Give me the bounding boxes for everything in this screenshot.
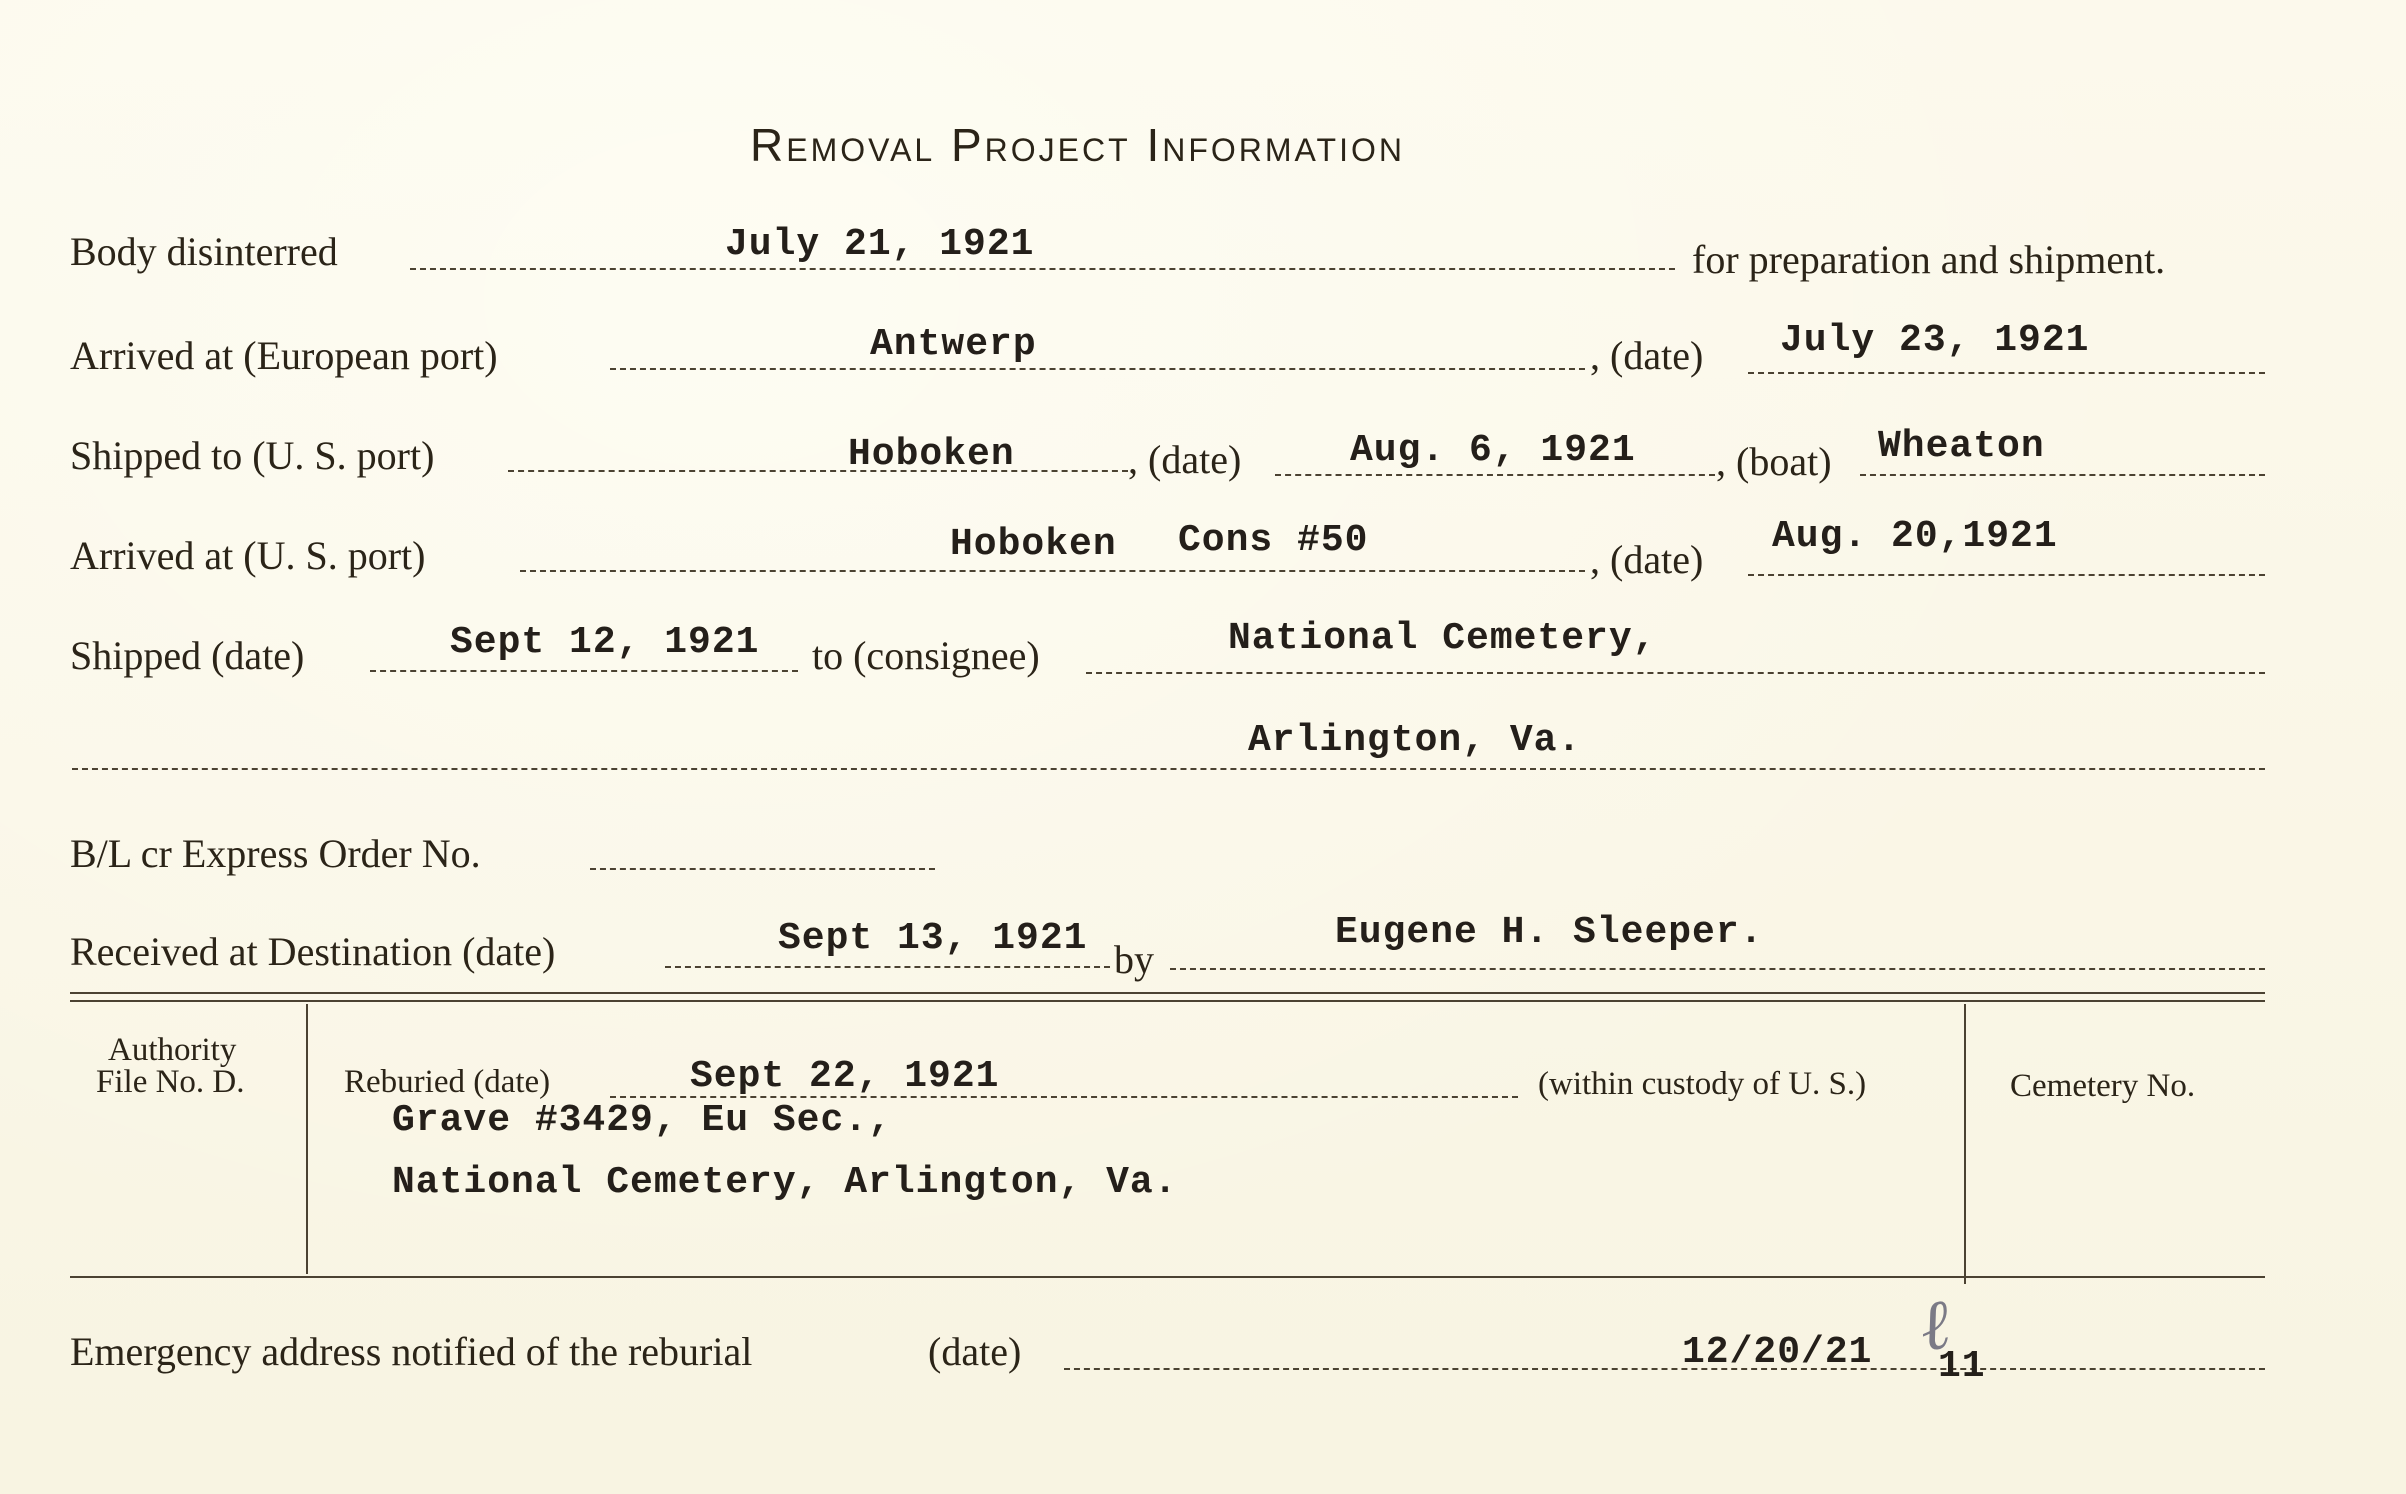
box-divider-right — [1964, 1004, 1966, 1284]
arrived-us-cons: Cons #50 — [1178, 519, 1369, 562]
box-top-rule-2 — [70, 1000, 2265, 1002]
arrived-us-label: Arrived at (U. S. port) — [70, 533, 426, 578]
disinterred-date: July 21, 1921 — [725, 223, 1035, 266]
arrived-european-date-label: , (date) — [1590, 333, 1704, 378]
emergency-initials: 11 — [1938, 1345, 1986, 1388]
shipped-us-date: Aug. 6, 1921 — [1350, 429, 1636, 472]
consignee-line-1 — [1086, 672, 2265, 674]
arrived-us-port-line — [520, 570, 1585, 572]
shipped-date: Sept 12, 1921 — [450, 621, 760, 664]
authority-label-line1: Authority — [108, 1032, 237, 1068]
shipped-us-date-line — [1275, 474, 1715, 476]
consignee-line-2 — [72, 768, 2265, 770]
disinterred-suffix: for preparation and shipment. — [1692, 237, 2166, 282]
shipped-date-line — [370, 670, 798, 672]
reburied-label: Reburied (date) — [344, 1064, 551, 1100]
arrived-us-date-label: , (date) — [1590, 537, 1704, 582]
disinterred-label: Body disinterred — [70, 229, 338, 274]
form-title: Removal Project Information — [750, 119, 1405, 171]
reburied-date: Sept 22, 1921 — [690, 1055, 1000, 1098]
box-top-rule-1 — [70, 992, 2265, 994]
arrived-us-date: Aug. 20,1921 — [1772, 515, 2058, 558]
shipped-us-port: Hoboken — [848, 433, 1015, 476]
box-divider-left — [306, 1004, 308, 1274]
custody-label: (within custody of U. S.) — [1538, 1066, 1867, 1102]
received-date-line — [665, 966, 1110, 968]
arrived-european-date-line — [1748, 372, 2265, 374]
arrived-us-date-line — [1748, 574, 2265, 576]
arrived-european-port-line — [610, 368, 1585, 370]
emergency-date-line — [1064, 1368, 2265, 1370]
received-by: Eugene H. Sleeper. — [1335, 911, 1764, 954]
shipped-us-boat-line — [1860, 474, 2265, 476]
authority-label-line2: File No. D. — [96, 1064, 245, 1100]
shipped-us-boat: Wheaton — [1878, 425, 2045, 468]
received-by-label: by — [1114, 937, 1154, 982]
bl-label: B/L cr Express Order No. — [70, 831, 481, 876]
disinterred-line — [410, 268, 1675, 270]
cemetery-no-label: Cemetery No. — [2010, 1068, 2196, 1104]
consignee-label: to (consignee) — [812, 633, 1040, 678]
handwritten-mark: ℓ — [1914, 1282, 1955, 1368]
bl-line — [590, 868, 935, 870]
consignee-value-1: National Cemetery, — [1228, 617, 1657, 660]
grave-line-1: Grave #3429, Eu Sec., — [392, 1099, 892, 1142]
shipped-us-boat-label: , (boat) — [1716, 439, 1832, 484]
arrived-european-date: July 23, 1921 — [1780, 319, 2090, 362]
box-bottom-rule — [70, 1276, 2265, 1278]
emergency-label: Emergency address notified of the reburial — [70, 1329, 753, 1374]
shipped-us-label: Shipped to (U. S. port) — [70, 433, 435, 478]
shipped-us-port-line — [508, 470, 1128, 472]
arrived-european-label: Arrived at (European port) — [70, 333, 498, 378]
emergency-date: 12/20/21 — [1682, 1331, 1873, 1374]
emergency-date-label: (date) — [928, 1329, 1022, 1374]
shipped-us-date-label: , (date) — [1128, 437, 1242, 482]
shipped-label: Shipped (date) — [70, 633, 305, 678]
received-by-line — [1170, 968, 2265, 970]
consignee-value-2: Arlington, Va. — [1248, 719, 1582, 762]
received-label: Received at Destination (date) — [70, 929, 556, 974]
arrived-us-port: Hoboken — [950, 523, 1117, 566]
grave-line-2: National Cemetery, Arlington, Va. — [392, 1161, 1178, 1204]
arrived-european-port: Antwerp — [870, 323, 1037, 366]
received-date: Sept 13, 1921 — [778, 917, 1088, 960]
